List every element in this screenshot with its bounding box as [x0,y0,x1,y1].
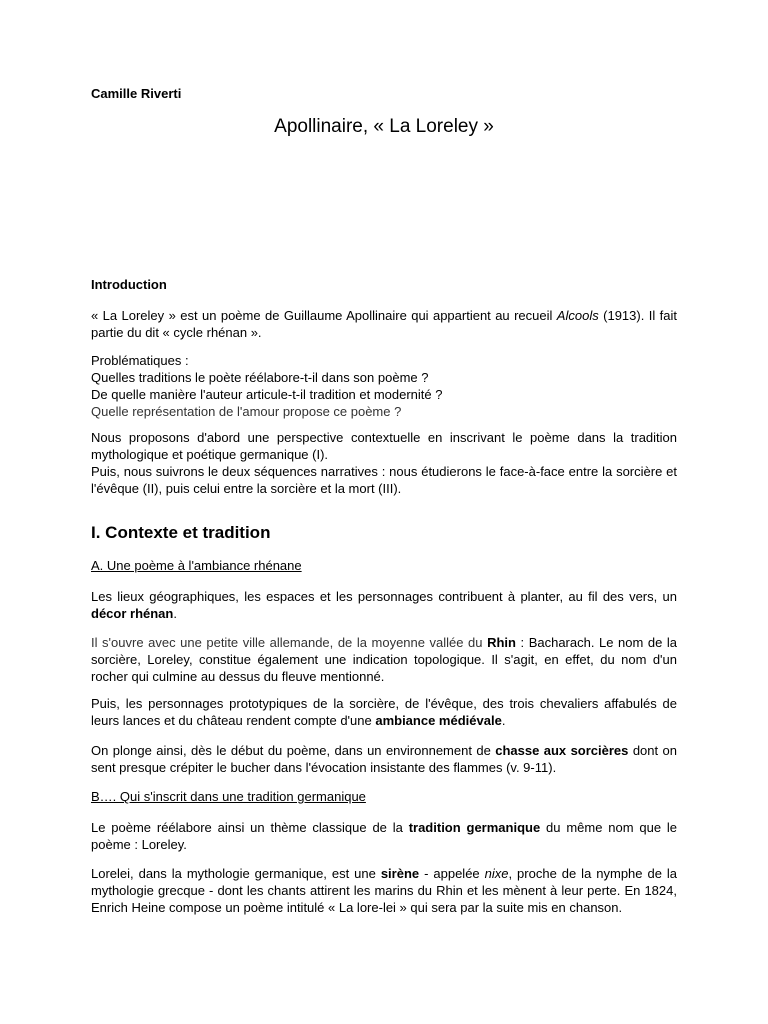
text-span: Lorelei, dans la mythologie germanique, est une [91,866,381,881]
bold-term: ambiance médiévale [375,713,502,728]
paragraph-b2 [91,865,677,916]
question-2: De quelle manière l'auteur articule-t-il tradition et modernité ? [91,387,443,402]
paragraph-a4 [91,742,677,776]
text-span: Le poème réélabore ainsi un thème classique de la [91,820,409,835]
plan-paragraph-1: Nous proposons d'abord une perspective contextuelle en inscrivant le poème dans la tradition mythologique et poétique germanique (I). [91,430,677,462]
question-3: Quelle représentation de l'amour propose ce poème ? [91,404,402,419]
author-name: Camille Riverti [91,86,182,101]
bold-term: Rhin [487,635,516,650]
subsection-heading-b: B…. Qui s'inscrit dans une tradition germanique [91,789,366,804]
problematics-label: Problématiques : [91,353,189,368]
problematics-block [91,352,677,420]
document-title: Apollinaire, « La Loreley » [274,116,494,137]
text-span: Il s'ouvre avec une petite ville allemande, de la moyenne vallée du [91,635,488,650]
text-span: - appelée [419,866,485,881]
bold-term: sirène [380,866,420,881]
plan-block [91,429,677,497]
text-span: Les lieux géographiques, les espaces et les personnages contribuent à planter, au fil des vers, un [91,589,677,604]
paragraph-a3 [91,695,677,729]
plan-paragraph-2: Puis, nous suivrons le deux séquences narratives : nous étudierons le face-à-face entre la sorcière et l'évêque (II), puis celui entre la sorcière et la mort (III). [91,464,677,496]
text-span: , proche de la nymphe de la mythologie grecque - dont les chants attirent les marins du Rhin et les mènent à leur perte. En 1824, Enrich Heine compose un poème intitulé « La lore-lei » qui sera par la suite mis en chanson. [91,866,678,915]
text-span: dont on sent presque crépiter le bucher dans l'évocation insistante des flammes (v. 9-11). [91,743,677,775]
text-span: On plonge ainsi, dès le début du poème, dans un environnement de [91,743,496,758]
section-heading-1: I. Contexte et tradition [91,523,271,542]
intro-text-b: (1913). Il fait partie du dit « cycle rhénan ». [91,308,677,340]
paragraph-a1 [91,588,677,622]
text-span: . [173,606,177,621]
intro-paragraph [91,307,677,341]
text-span: du même nom que le poème : Loreley. [91,820,678,852]
bold-term: décor rhénan [91,606,174,621]
paragraph-b1 [91,819,677,853]
bold-term: chasse aux sorcières [495,743,629,758]
subsection-heading-a: A. Une poème à l'ambiance rhénane [91,558,302,573]
question-1: Quelles traditions le poète réélabore-t-il dans son poème ? [91,370,429,385]
intro-heading: Introduction [91,277,167,292]
bold-term: tradition germanique [408,820,541,835]
intro-text-italic: Alcools [556,308,599,323]
text-span: : Bacharach. Le nom de la sorcière, Loreley, constitue également une indication topologique. Il s'agit, en effet, du nom d'un rocher qui culmine au dessus du fleuve mentionné. [91,635,677,684]
intro-text-a: « La Loreley » est un poème de Guillaume Apollinaire qui appartient au recueil [91,308,557,323]
italic-term: nixe [484,866,509,881]
text-span: . [501,713,506,728]
paragraph-a2 [91,634,677,685]
text-span: Puis, les personnages prototypiques de la sorcière, de l'évêque, des trois chevaliers affabulés de leurs lances et du château rendent compte d'une [91,696,677,728]
